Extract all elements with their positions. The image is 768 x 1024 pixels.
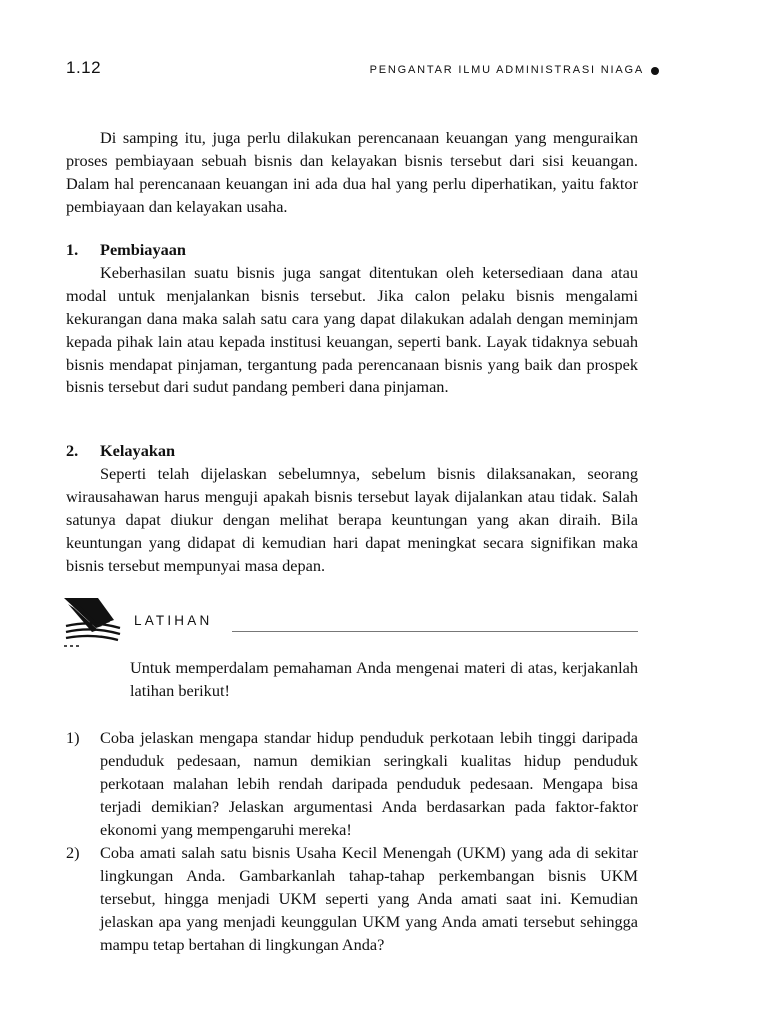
running-header: PENGANTAR ILMU ADMINISTRASI NIAGA xyxy=(369,64,644,76)
intro-paragraph: Di samping itu, juga perlu dilakukan perencanaan keuangan yang menguraikan proses pembiayaan sebuah bisnis dan kelayakan bisnis tersebut dari sisi keuangan. Dalam hal perencanaan keuangan ini ada dua hal yang perlu diperhatikan, yaitu faktor pembiayaan dan kelayakan usaha. xyxy=(66,128,638,216)
exercise-list xyxy=(66,726,638,956)
exercise-number: 2) xyxy=(66,843,80,862)
section-paragraph: Seperti telah dijelaskan sebelumnya, sebelum bisnis dilaksanakan, seorang wirausahawan harus menguji apakah bisnis tersebut layak dijalankan atau tidak. Salah satunya dapat diukur dengan melihat berapa keuntungan yang akan diraih. Bila keuntungan yang didapat di kemudian hari dapat meningkat secara signifikan maka bisnis tersebut mempunyai masa depan. xyxy=(66,463,638,575)
page-number: 1.12 xyxy=(66,58,102,77)
section-heading xyxy=(66,440,638,463)
latihan-intro: Untuk memperdalam pemahaman Anda mengenai materi di atas, kerjakanlah latihan berikut! xyxy=(130,658,638,700)
section-number: 1. xyxy=(66,240,79,259)
section-number: 2. xyxy=(66,441,79,460)
section-kelayakan xyxy=(66,440,638,577)
exercise-item xyxy=(66,841,638,956)
section-paragraph: Keberhasilan suatu bisnis juga sangat ditentukan oleh ketersediaan dana atau modal untuk menjalankan bisnis tersebut. Jika calon pelaku bisnis mengalami kekurangan dana maka salah satu cara yang dapat dilakukan adalah dengan meminjam kepada pihak lain atau kepada institusi keuangan, seperti bank. Layak tidaknya sebuah bisnis mendapat pinjaman, tergantung pada perencanaan bisnis yang baik dan prospek bisnis tersebut dari sudut pandang pemberi dana pinjaman. xyxy=(66,262,638,397)
section-heading xyxy=(66,239,638,262)
exercise-number: 1) xyxy=(66,728,80,747)
latihan-title: LATIHAN xyxy=(134,613,213,628)
header-bullet-icon xyxy=(651,67,659,75)
latihan-logo-icon xyxy=(62,596,124,650)
exercise-text: Coba jelaskan mengapa standar hidup penduduk perkotaan lebih tinggi daripada penduduk pedesaan, namun demikian seringkali kualitas hidup penduduk perkotaan malahan lebih rendah daripada penduduk pedesaan. Mengapa bisa terjadi demikian? Jelaskan argumentasi Anda berdasarkan pada faktor-faktor ekonomi yang mempengaruhi mereka! xyxy=(100,728,638,839)
latihan-rule xyxy=(232,631,638,632)
exercise-item xyxy=(66,726,638,841)
exercise-text: Coba amati salah satu bisnis Usaha Kecil Menengah (UKM) yang ada di sekitar lingkungan Anda. Gambarkanlah tahap-tahap perkembangan bisnis UKM tersebut, hingga menjadi UKM seperti yang Anda amati saat ini. Kemudian jelaskan apa yang menjadi keunggulan UKM yang Anda amati tersebut sehingga mampu tetap bertahan di lingkungan Anda? xyxy=(100,843,638,954)
section-pembiayaan xyxy=(66,239,638,399)
intro-block xyxy=(66,127,638,219)
section-title: Kelayakan xyxy=(100,441,176,460)
section-title: Pembiayaan xyxy=(100,240,186,259)
